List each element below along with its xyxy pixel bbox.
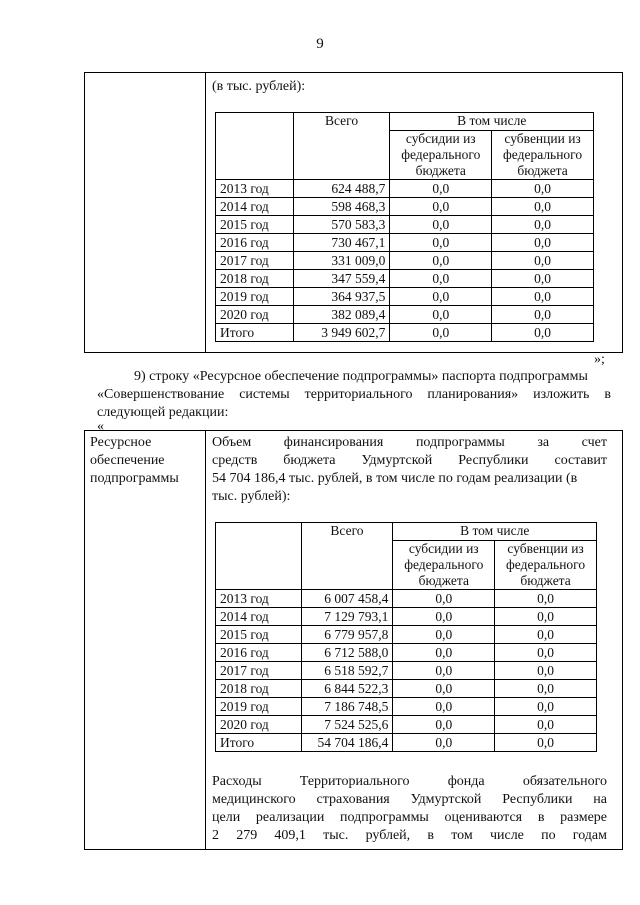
row-year: 2014 год	[216, 198, 294, 216]
table-row	[216, 288, 594, 306]
table-row	[216, 234, 594, 252]
row-total: 570 583,3	[293, 216, 390, 234]
row-subsidies: 0,0	[390, 252, 492, 270]
header-subventions-line: федерального	[506, 557, 586, 572]
row-year: 2015 год	[216, 626, 302, 644]
table-row	[216, 270, 594, 288]
paragraph9-line3: следующей редакции:	[97, 405, 229, 420]
outro-line: 2 279 409,1 тыс. рублей, в том числе по годам	[212, 828, 607, 843]
resource-label-line: обеспечение	[90, 453, 165, 468]
table-row	[216, 180, 594, 198]
header-subventions-line: субвенции из	[507, 541, 584, 556]
row-subventions: 0,0	[495, 716, 597, 734]
table-row	[216, 324, 594, 342]
header-subsidies-line: субсидии из	[405, 131, 476, 146]
row-subventions: 0,0	[492, 180, 594, 198]
row-total: 730 467,1	[293, 234, 390, 252]
table-row	[216, 626, 597, 644]
header-total: Всего	[293, 113, 390, 180]
table-row	[216, 662, 597, 680]
header-subsidies-line: федерального	[401, 147, 481, 162]
resource-label	[90, 434, 179, 488]
section1-column-divider	[205, 73, 206, 352]
row-total: 331 009,0	[293, 252, 390, 270]
header-subsidies-line: федерального	[404, 557, 484, 572]
table-row	[216, 198, 594, 216]
row-subventions: 0,0	[495, 644, 597, 662]
row-subventions: 0,0	[492, 234, 594, 252]
row-total: 624 488,7	[293, 180, 390, 198]
row-subventions: 0,0	[495, 734, 597, 752]
outro-line: Расходы Территориального фонда обязательного	[212, 774, 607, 789]
section1-intro: (в тыс. рублей):	[212, 79, 306, 94]
row-year: Итого	[216, 734, 302, 752]
row-subsidies: 0,0	[393, 734, 495, 752]
row-year: 2019 год	[216, 698, 302, 716]
row-subsidies: 0,0	[390, 306, 492, 324]
intro-line: 54 704 186,4 тыс. рублей, в том числе по годам реализации (в	[212, 471, 578, 486]
section2-outro	[212, 773, 607, 845]
row-subventions: 0,0	[495, 662, 597, 680]
row-subsidies: 0,0	[393, 716, 495, 734]
row-subsidies: 0,0	[393, 626, 495, 644]
row-total: 6 844 522,3	[301, 680, 393, 698]
row-year: 2014 год	[216, 608, 302, 626]
section2-financing-table	[215, 522, 597, 752]
row-year: 2013 год	[216, 180, 294, 198]
row-subsidies: 0,0	[390, 234, 492, 252]
row-subsidies: 0,0	[390, 216, 492, 234]
row-subsidies: 0,0	[390, 288, 492, 306]
row-subventions: 0,0	[492, 306, 594, 324]
row-total: 3 949 602,7	[293, 324, 390, 342]
header-subventions-line: бюджета	[517, 163, 568, 178]
row-subsidies: 0,0	[393, 698, 495, 716]
header-blank	[216, 523, 302, 590]
header-subsidies	[393, 541, 495, 590]
row-total: 598 468,3	[293, 198, 390, 216]
row-subsidies: 0,0	[393, 644, 495, 662]
table-row	[216, 698, 597, 716]
row-total: 6 712 588,0	[301, 644, 393, 662]
section1-financing-table	[215, 112, 594, 342]
row-year: 2017 год	[216, 662, 302, 680]
row-total: 7 186 748,5	[301, 698, 393, 716]
intro-line: Объем финансирования подпрограммы за счет	[212, 435, 607, 450]
page-number: 9	[316, 36, 324, 52]
row-subsidies: 0,0	[393, 680, 495, 698]
row-total: 6 518 592,7	[301, 662, 393, 680]
paragraph9-open-quote: «	[97, 419, 104, 434]
row-total: 6 007 458,4	[301, 590, 393, 608]
table-row	[216, 644, 597, 662]
table-row	[216, 680, 597, 698]
header-subventions-line: федерального	[503, 147, 583, 162]
table-row	[216, 734, 597, 752]
row-subsidies: 0,0	[393, 590, 495, 608]
section1-closing-quote: »;	[594, 352, 605, 367]
row-subventions: 0,0	[495, 590, 597, 608]
intro-line: средств бюджета Удмуртской Республики составит	[212, 453, 607, 468]
section2-column-divider	[205, 431, 206, 849]
outro-line: цели реализации подпрограммы оцениваются в размере	[212, 810, 607, 825]
row-year: 2016 год	[216, 644, 302, 662]
header-subventions-line: субвенции из	[504, 131, 581, 146]
header-subventions-line: бюджета	[520, 573, 571, 588]
row-total: 364 937,5	[293, 288, 390, 306]
section2-intro	[212, 434, 607, 506]
row-subventions: 0,0	[495, 626, 597, 644]
table-row	[216, 216, 594, 234]
header-group: В том числе	[390, 113, 594, 131]
header-subventions	[492, 131, 594, 180]
row-year: 2018 год	[216, 270, 294, 288]
row-year: 2019 год	[216, 288, 294, 306]
header-subsidies-line: бюджета	[418, 573, 469, 588]
row-year: Итого	[216, 324, 294, 342]
header-group: В том числе	[393, 523, 597, 541]
row-subsidies: 0,0	[390, 180, 492, 198]
row-subventions: 0,0	[495, 608, 597, 626]
row-year: 2020 год	[216, 306, 294, 324]
table-row	[216, 306, 594, 324]
row-total: 7 129 793,1	[301, 608, 393, 626]
paragraph9-line1: 9) строку «Ресурсное обеспечение подпрограммы» паспорта подпрограммы	[134, 369, 588, 384]
row-year: 2015 год	[216, 216, 294, 234]
row-total: 6 779 957,8	[301, 626, 393, 644]
row-subventions: 0,0	[492, 216, 594, 234]
row-subventions: 0,0	[495, 680, 597, 698]
resource-label-line: подпрограммы	[90, 471, 179, 486]
intro-line: тыс. рублей):	[212, 489, 291, 504]
paragraph9-line2: «Совершенствование системы территориального планирования» изложить в	[97, 387, 611, 402]
row-total: 347 559,4	[293, 270, 390, 288]
resource-label-line: Ресурсное	[90, 435, 152, 450]
row-subventions: 0,0	[495, 698, 597, 716]
outro-line: медицинского страхования Удмуртской Республики на	[212, 792, 607, 807]
header-subventions	[495, 541, 597, 590]
row-year: 2018 год	[216, 680, 302, 698]
row-year: 2016 год	[216, 234, 294, 252]
row-subventions: 0,0	[492, 288, 594, 306]
table-row	[216, 252, 594, 270]
header-subsidies-line: субсидии из	[408, 541, 479, 556]
table-row	[216, 608, 597, 626]
row-subventions: 0,0	[492, 252, 594, 270]
header-blank	[216, 113, 294, 180]
table-row	[216, 590, 597, 608]
row-subsidies: 0,0	[393, 662, 495, 680]
header-total: Всего	[301, 523, 393, 590]
row-year: 2017 год	[216, 252, 294, 270]
row-year: 2020 год	[216, 716, 302, 734]
row-subsidies: 0,0	[393, 608, 495, 626]
row-year: 2013 год	[216, 590, 302, 608]
row-total: 54 704 186,4	[301, 734, 393, 752]
row-subsidies: 0,0	[390, 198, 492, 216]
row-total: 7 524 525,6	[301, 716, 393, 734]
row-subsidies: 0,0	[390, 324, 492, 342]
row-subsidies: 0,0	[390, 270, 492, 288]
row-subventions: 0,0	[492, 198, 594, 216]
header-subsidies-line: бюджета	[415, 163, 466, 178]
table-row	[216, 716, 597, 734]
header-subsidies	[390, 131, 492, 180]
row-subventions: 0,0	[492, 270, 594, 288]
row-subventions: 0,0	[492, 324, 594, 342]
row-total: 382 089,4	[293, 306, 390, 324]
